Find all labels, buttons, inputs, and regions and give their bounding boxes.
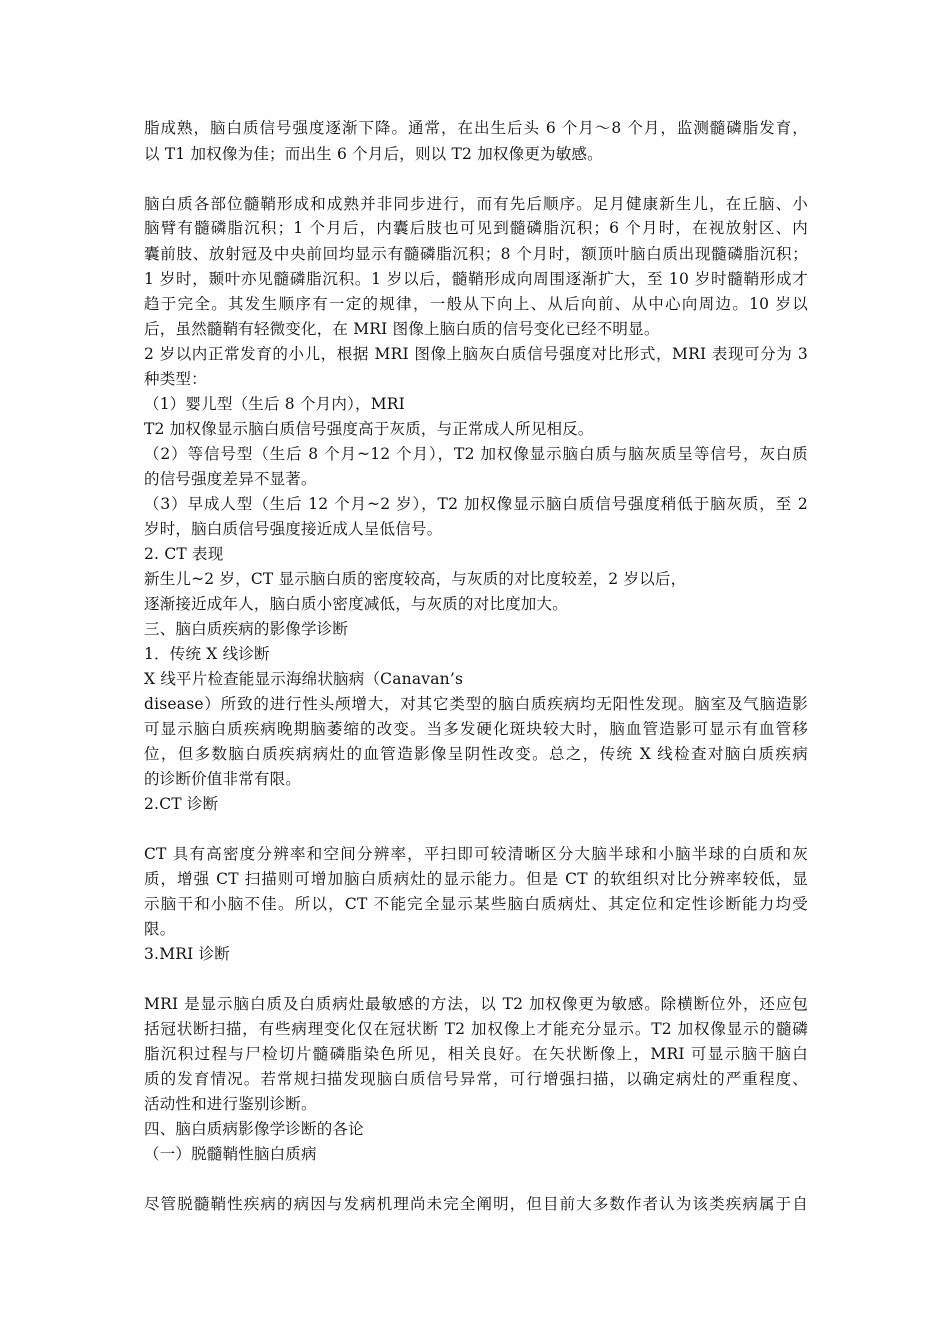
text-line: 种类型： [144, 370, 207, 388]
text-line: 质的发育情况。若常规扫描发现脑白质信号异常，可行增强扫描，以确定病灶的严重程度、 [144, 1070, 808, 1088]
text-line: X 线平片检查能显示海绵状脑病（Canavan’s [144, 670, 464, 688]
text-line: 1 岁时，颞叶亦见髓磷脂沉积。1 岁以后，髓鞘形成向周围逐渐扩大，至 10 岁时髓鞘形成才 [144, 270, 808, 288]
text-line: 位，但多数脑白质疾病病灶的血管造影像呈阴性改变。总之，传统 X 线检查对脑白质疾病 [144, 745, 808, 763]
section-heading: 2.CT 诊断 [144, 795, 219, 813]
text-line: CT 具有高密度分辨率和空间分辨率，平扫即可较清晰区分大脑半球和小脑半球的白质和灰 [144, 845, 808, 863]
section-heading: 1．传统 X 线诊断 [144, 645, 270, 663]
text-line: 可显示脑白质疾病晚期脑萎缩的改变。当多发硬化斑块较大时，脑血管造影可显示有血管移 [144, 720, 808, 738]
text-line: 括冠状断扫描，有些病理变化仅在冠状断 T2 加权像上才能充分显示。T2 加权像显示的髓磷 [144, 1020, 808, 1038]
text-line: 岁时，脑白质信号强度接近成人呈低信号。 [144, 520, 443, 538]
section-heading: 三、脑白质疾病的影像学诊断 [144, 620, 349, 638]
text-line: 逐渐接近成年人，脑白质小密度减低，与灰质的对比度加大。 [144, 595, 568, 613]
text-line: 2 岁以内正常发育的小儿，根据 MRI 图像上脑灰白质信号强度对比形式，MRI 表现可分为 3 [144, 345, 808, 363]
text-line: 脑臂有髓磷脂沉积；1 个月后，内囊后肢也可见到髓磷脂沉积；6 个月时，在视放射区、内 [144, 219, 808, 237]
text-line: 的诊断价值非常有限。 [144, 770, 302, 788]
text-line: （2）等信号型（生后 8 个月~12 个月），T2 加权像显示脑白质与脑灰质呈等信号，灰白质 [144, 445, 808, 463]
text-line: 后，虽然髓鞘有轻微变化，在 MRI 图像上脑白质的信号变化已经不明显。 [144, 320, 660, 338]
text-line: 以 T1 加权像为佳；而出生 6 个月后，则以 T2 加权像更为敏感。 [144, 145, 603, 163]
text-line: （3）早成人型（生后 12 个月~2 岁），T2 加权像显示脑白质信号强度稍低于脑灰质，至 2 [144, 495, 808, 513]
section-heading: 3.MRI 诊断 [144, 945, 230, 963]
text-line: 活动性和进行鉴别诊断。 [144, 1095, 317, 1113]
text-line: 尽管脱髓鞘性疾病的病因与发病机理尚未完全阐明，但目前大多数作者认为该类疾病属于自 [144, 1195, 808, 1213]
text-line: 脂沉积过程与尸检切片髓磷脂染色所见，相关良好。在矢状断像上，MRI 可显示脑干脑白 [144, 1045, 808, 1063]
section-heading: 四、脑白质病影像学诊断的各论 [144, 1120, 364, 1138]
text-line: 趋于完全。其发生顺序有一定的规律，一般从下向上、从后向前、从中心向周边。10 岁以 [144, 295, 808, 313]
text-line: 示脑干和小脑不佳。所以，CT 不能完全显示某些脑白质病灶、其定位和定性诊断能力均受 [144, 895, 808, 913]
text-line: 囊前肢、放射冠及中央前回均显示有髓磷脂沉积；8 个月时，额顶叶脑白质出现髓磷脂沉积； [144, 245, 808, 263]
text-line: 脂成熟，脑白质信号强度逐渐下降。通常，在出生后头 6 个月～8 个月，监测髓磷脂发育， [144, 119, 808, 137]
text-line: disease）所致的进行性头颅增大，对其它类型的脑白质疾病均无阳性发现。脑室及气脑造影 [144, 695, 808, 713]
text-line: 脑白质各部位髓鞘形成和成熟并非同步进行，而有先后顺序。足月健康新生儿，在丘脑、小 [144, 195, 808, 213]
section-heading: 2. CT 表现 [144, 545, 224, 563]
text-line: （1）婴儿型（生后 8 个月内），MRI [144, 395, 405, 413]
text-line: 的信号强度差异不显著。 [144, 470, 317, 488]
text-line: 新生儿~2 岁，CT 显示脑白质的密度较高，与灰质的对比度较差，2 岁以后， [144, 570, 687, 588]
text-line: 限。 [144, 920, 176, 938]
text-line: T2 加权像显示脑白质信号强度高于灰质，与正常成人所见相反。 [144, 420, 594, 438]
text-line: MRI 是显示脑白质及白质病灶最敏感的方法，以 T2 加权像更为敏感。除横断位外，还应包 [144, 995, 808, 1013]
text-line: 质，增强 CT 扫描则可增加脑白质病灶的显示能力。但是 CT 的软组织对比分辨率较低，显 [144, 870, 808, 888]
section-heading: （一）脱髓鞘性脑白质病 [144, 1145, 317, 1163]
